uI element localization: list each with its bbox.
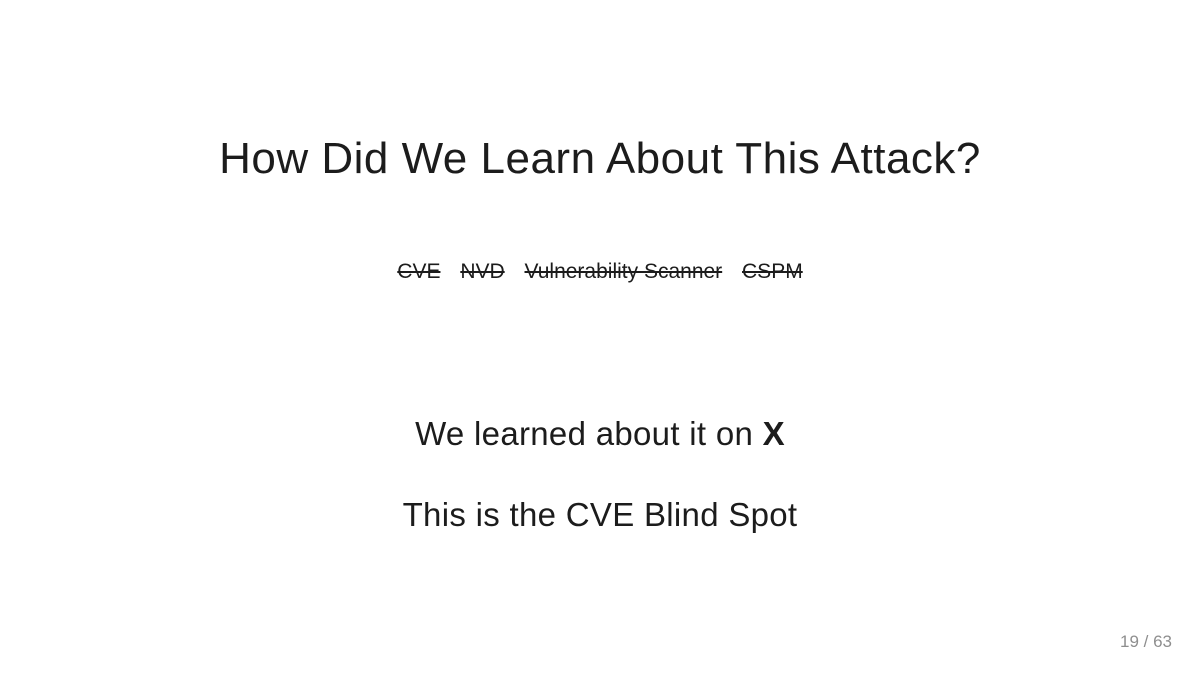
slide-body (0, 415, 1200, 534)
struck-term-cspm: CSPM (742, 260, 803, 283)
struck-term-vulnerability-scanner: Vulnerability Scanner (524, 260, 723, 283)
slide-title: How Did We Learn About This Attack? (219, 134, 981, 183)
body-line-learned-text: We learned about it on (415, 415, 763, 452)
struck-term-nvd: NVD (460, 260, 505, 283)
struck-term-cve: CVE (397, 260, 441, 283)
body-line-learned-x: X (762, 415, 785, 452)
page-number: 19 / 63 (1120, 632, 1172, 651)
body-line-learned (0, 415, 1200, 453)
body-line-blind-spot: This is the CVE Blind Spot (402, 496, 798, 533)
struck-terms-row (0, 260, 1200, 284)
